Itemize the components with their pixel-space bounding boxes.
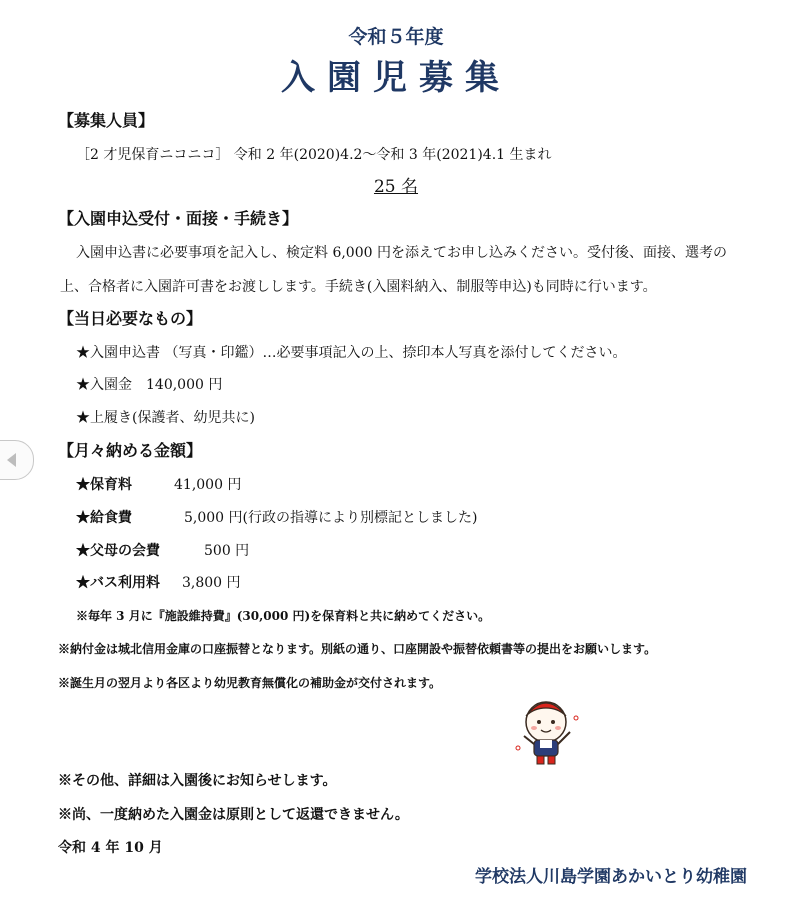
school-name: 学校法人川島学園あかいとり幼稚園: [475, 867, 747, 887]
fee-label: ★給食費: [76, 510, 132, 526]
chevron-left-icon: [7, 453, 16, 467]
fee-value: 5,000 円(行政の指導により別標記としました): [184, 510, 478, 526]
needed-heading: 【当日必要なもの】: [58, 309, 203, 328]
monthly-note: ※毎年 3 月に『施設維持費』(30,000 円)を保育料と共に納めてください。: [76, 609, 491, 623]
needed-item: ★上履き(保護者、幼児共に): [76, 410, 255, 426]
fee-value: 41,000 円: [174, 477, 242, 493]
fee-value: 3,800 円: [182, 575, 241, 591]
issue-date: 令和 4 年 10 月: [58, 840, 163, 856]
note: ※誕生月の翌月より各区より幼児教育無償化の補助金が交付されます。: [58, 676, 442, 690]
recruitment-detail: ［2 才児保育ニコニコ］ 令和 2 年(2020)4.2～令和 3 年(2021)4.1 生まれ: [76, 147, 552, 163]
recruitment-heading: 【募集人員】: [58, 111, 155, 130]
needed-item: ★入園金 140,000 円: [76, 377, 223, 393]
note: ※納付金は城北信用金庫の口座振替となります。別紙の通り、口座開設や振替依頼書等の提出をお願いします。: [58, 642, 657, 656]
fee-label: ★保育料: [76, 477, 132, 493]
fee-value: 500 円: [204, 543, 250, 559]
capacity: 25 名: [373, 177, 419, 197]
fee-label: ★バス利用料: [76, 575, 160, 591]
page-title: 入園児募集: [281, 58, 511, 98]
mascot-illustration: [508, 688, 588, 768]
footer-note: ※尚、一度納めた入園金は原則として返還できません。: [58, 807, 409, 823]
previous-page-button[interactable]: [0, 440, 34, 480]
fee-label: ★父母の会費: [76, 543, 160, 559]
title-year: 令和５年度: [348, 26, 444, 48]
application-line-1: 入園申込書に必要事項を記入し、検定料 6,000 円を添えてお申し込みください。受付後、面接、選考の: [76, 245, 727, 261]
application-line-2: 上、合格者に入園許可書をお渡しします。手続き(入園料納入、制服等申込)も同時に行います。: [60, 279, 657, 295]
needed-item: ★入園申込書 （写真・印鑑）…必要事項記入の上、捺印本人写真を添付してください。: [76, 345, 627, 361]
monthly-heading: 【月々納める金額】: [58, 441, 203, 460]
application-heading: 【入園申込受付・面接・手続き】: [58, 209, 299, 228]
footer-note: ※その他、詳細は入園後にお知らせします。: [58, 773, 337, 789]
